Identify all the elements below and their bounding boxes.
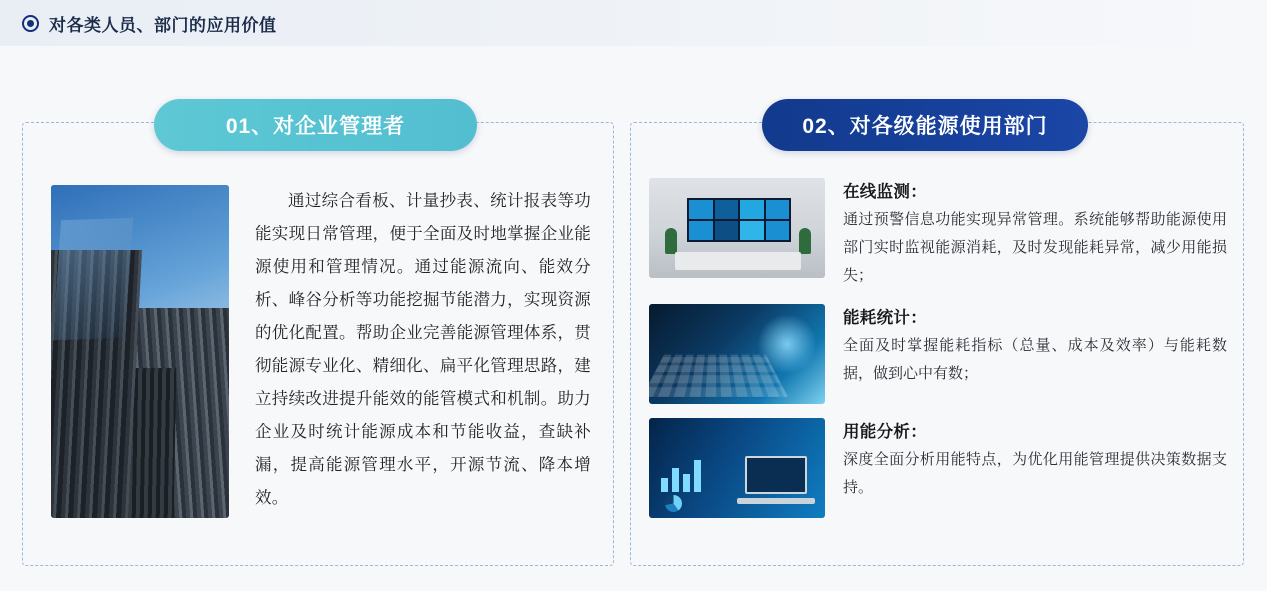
panel-01-paragraph: 通过综合看板、计量抄表、统计报表等功能实现日常管理，便于全面及时地掌握企业能源使用和管理情况。通过能源流向、能效分析、峰谷分析等功能挖掘节能潜力，实现资源的优化配置。帮助企业完善能源管理体系，贯彻能源专业化、精细化、扁平化管理思路，建立持续改进提升能效的能管模式和机制。助力企业及时统计能源成本和节能收益，查缺补漏，提高能源管理水平，开源节流、降本增效。 xyxy=(255,192,591,507)
panel-energy-departments xyxy=(630,115,1244,566)
feature-title: 用能分析： xyxy=(843,423,927,441)
panel-body-02 xyxy=(631,123,1243,565)
feature-description: 全面及时掌握能耗指标（总量、成本及效率）与能耗数据，做到心中有数； xyxy=(843,337,1227,382)
panel-badge-02: 02、对各级能源使用部门 xyxy=(762,99,1088,151)
feature-title: 在线监测： xyxy=(843,183,927,201)
feature-text xyxy=(843,418,1227,502)
panel-body-01 xyxy=(23,123,613,565)
monitoring-room-photo xyxy=(649,178,825,278)
data-keyboard-photo xyxy=(649,304,825,404)
office-buildings-photo xyxy=(51,185,229,518)
panel-badge-01: 01、对企业管理者 xyxy=(154,99,477,151)
list-item xyxy=(649,304,1227,404)
panel-enterprise-managers xyxy=(22,115,614,566)
analytics-dashboard-photo xyxy=(649,418,825,518)
page-title: 对各类人员、部门的应用价值 xyxy=(49,15,277,35)
feature-text xyxy=(843,178,1227,290)
target-dot-icon xyxy=(22,15,39,32)
list-item xyxy=(649,418,1227,518)
feature-description: 深度全面分析用能特点，为优化用能管理提供决策数据支持。 xyxy=(843,451,1227,496)
feature-title: 能耗统计： xyxy=(843,309,927,327)
list-item xyxy=(649,178,1227,290)
feature-description: 通过预警信息功能实现异常管理。系统能够帮助能源使用部门实时监视能源消耗，及时发现能耗异常，减少用能损失； xyxy=(843,211,1227,284)
page-header xyxy=(0,0,1267,46)
feature-text xyxy=(843,304,1227,388)
